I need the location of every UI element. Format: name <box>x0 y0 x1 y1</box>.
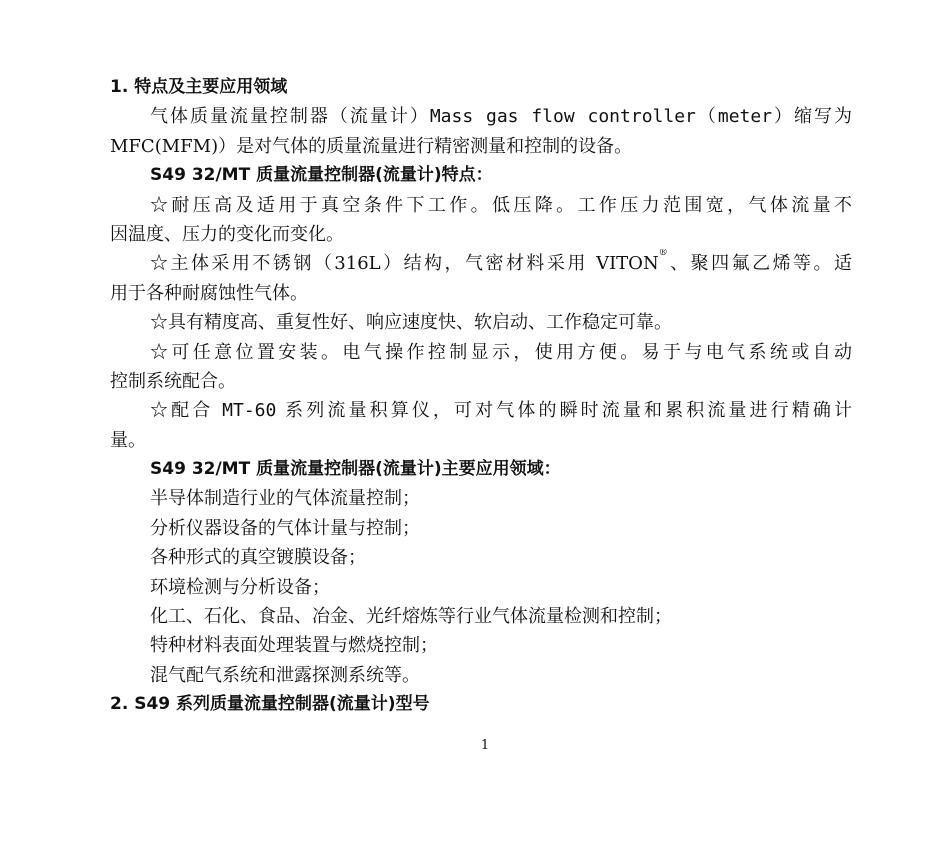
feature-4-line-1: ☆可任意位置安装。电气操作控制显示，使用方便。易于与电气系统或自动 <box>150 341 852 363</box>
feature-2-line-2: 用于各种耐腐蚀性气体。 <box>110 282 308 304</box>
application-item: 环境检测与分析设备； <box>150 576 330 598</box>
feature-5-text: ☆配合 <box>150 400 223 422</box>
registered-mark: ® <box>658 249 668 259</box>
feature-2-text: ☆主体采用不锈钢（316L）结构，气密材料采用 VITON <box>150 253 659 275</box>
feature-1-line-2: 因温度、压力的变化而变化。 <box>110 223 344 245</box>
intro-text-zh: 气体质量流量控制器（流量计） <box>150 106 430 128</box>
feature-5-text-tail: 系列流量积算仪，可对气体的瞬时流量和累积流量进行精确计 <box>276 400 852 422</box>
feature-1-line-1: ☆耐压高及适用于真空条件下工作。低压降。工作压力范围宽，气体流量不 <box>150 194 852 216</box>
feature-4-line-2: 控制系统配合。 <box>110 370 236 392</box>
section-heading-1: 1. 特点及主要应用领域 <box>110 77 288 97</box>
feature-2-text-tail: 、聚四氟乙烯等。适 <box>667 253 852 275</box>
applications-heading: S49 32/MT 质量流量控制器(流量计)主要应用领域： <box>150 459 561 480</box>
feature-2-line-1 <box>110 249 852 278</box>
feature-3-line: ☆具有精度高、重复性好、响应速度快、软启动、工作稳定可靠。 <box>150 312 672 334</box>
page-number: 1 <box>480 738 490 753</box>
intro-text-en: Mass gas flow controller（meter） <box>429 106 795 128</box>
application-item: 化工、石化、食品、冶金、光纤熔炼等行业气体流量检测和控制； <box>150 606 672 628</box>
feature-5-line-1 <box>110 396 852 425</box>
section-heading-2: 2. S49 系列质量流量控制器(流量计)型号 <box>110 694 430 715</box>
application-item: 特种材料表面处理装置与燃烧控制； <box>150 635 438 657</box>
feature-5-line-2: 量。 <box>110 429 146 451</box>
page-body <box>110 73 852 720</box>
intro-text-tail: 缩写为 <box>794 106 852 128</box>
application-item: 半导体制造行业的气体流量控制； <box>150 488 420 510</box>
intro-paragraph-line-2: MFC(MFM)）是对气体的质量流量进行精密测量和控制的设备。 <box>110 135 633 157</box>
feature-5-model: MT-60 <box>222 400 277 422</box>
features-heading: S49 32/MT 质量流量控制器(流量计)特点： <box>150 165 493 186</box>
intro-paragraph-line-1 <box>110 102 852 131</box>
application-item: 混气配气系统和泄露探测系统等。 <box>150 664 420 686</box>
application-item: 各种形式的真空镀膜设备； <box>150 547 366 569</box>
application-item: 分析仪器设备的气体计量与控制； <box>150 517 420 539</box>
